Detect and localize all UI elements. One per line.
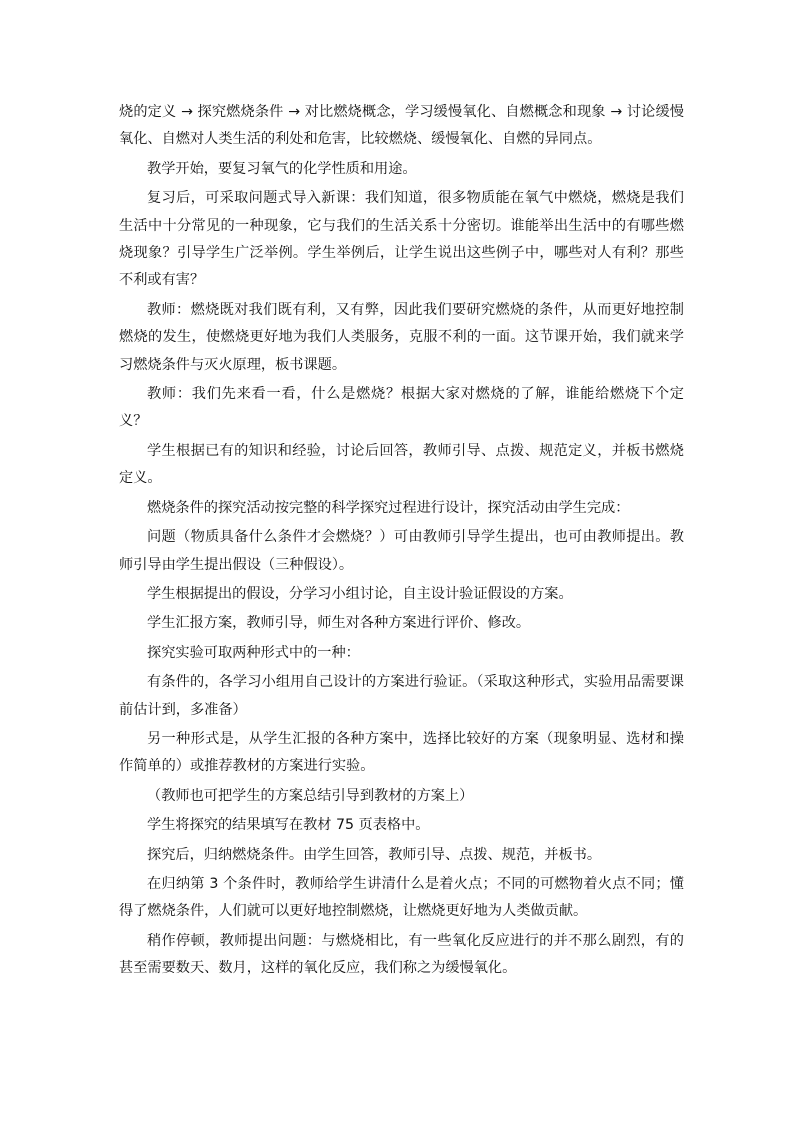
- document-body: [119, 99, 684, 985]
- paragraph: 教师：燃烧既对我们既有利，又有弊，因此我们要研究燃烧的条件，从而更好地控制燃烧的发生，使燃烧更好地为我们人类服务，克服不利的一面。这节课开始，我们就来学习燃烧条件与灭火原理，板书课题。: [119, 301, 684, 373]
- paragraph: 探究后，归纳燃烧条件。由学生回答，教师引导、点拨、规范，并板书。: [147, 846, 602, 863]
- paragraph: 在归纳第 3 个条件时，教师给学生讲清什么是着火点；不同的可燃物着火点不同；懂得了燃烧条件，人们就可以更好地控制燃烧，让燃烧更好地为人类做贡献。: [119, 875, 684, 920]
- paragraph: 燃烧条件的探究活动按完整的科学探究过程进行设计，探究活动由学生完成：: [147, 499, 630, 516]
- paragraph: 另一种形式是，从学生汇报的各种方案中，选择比较好的方案（现象明显、选材和操作简单的）或推荐教材的方案进行实验。: [119, 730, 684, 775]
- paragraph: （教师也可把学生的方案总结引导到教材的方案上）: [147, 787, 474, 804]
- paragraph: 问题（物质具备什么条件才会燃烧？）可由教师引导学生提出，也可由教师提出。教师引导由学生提出假设（三种假设）。: [119, 529, 684, 573]
- paragraph: 学生根据提出的假设，分学习小组讨论，自主设计验证假设的方案。: [147, 585, 573, 602]
- paragraph: 教师：我们先来看一看，什么是燃烧？根据大家对燃烧的了解，谁能给燃烧下个定义？: [119, 386, 684, 430]
- paragraph: 学生汇报方案，教师引导，师生对各种方案进行评价、修改。: [147, 615, 531, 632]
- paragraph: 有条件的，各学习小组用自己设计的方案进行验证。（采取这种形式，实验用品需要课前估计到，多准备）: [119, 674, 684, 718]
- paragraph: 学生将探究的结果填写在教材 75 页表格中。: [147, 817, 430, 834]
- paragraph: 稍作停顿，教师提出问题：与燃烧相比，有一些氧化反应进行的并不那么剧烈，有的甚至需要数天、数月，这样的氧化反应，我们称之为缓慢氧化。: [119, 932, 684, 977]
- paragraph: 烧的定义 → 探究燃烧条件 → 对比燃烧概念，学习缓慢氧化、自燃概念和现象 → 讨论缓慢氧化、自燃对人类生活的利处和危害，比较燃烧、缓慢氧化、自燃的异同点。: [119, 104, 684, 148]
- paragraph: 教学开始，要复习氧气的化学性质和用途。: [147, 160, 417, 177]
- paragraph: 探究实验可取两种形式中的一种：: [147, 644, 360, 661]
- paragraph: 学生根据已有的知识和经验，讨论后回答，教师引导、点拨、规范定义，并板书燃烧定义。: [119, 442, 684, 487]
- paragraph: 复习后，可采取问题式导入新课：我们知道，很多物质能在氧气中燃烧，燃烧是我们生活中十分常见的一种现象，它与我们的生活关系十分密切。谁能举出生活中的有哪些燃烧现象？引导学生广泛举例。学生举例后，让学生说出这些例子中，哪些对人有利？那些不利或有害？: [119, 190, 684, 289]
